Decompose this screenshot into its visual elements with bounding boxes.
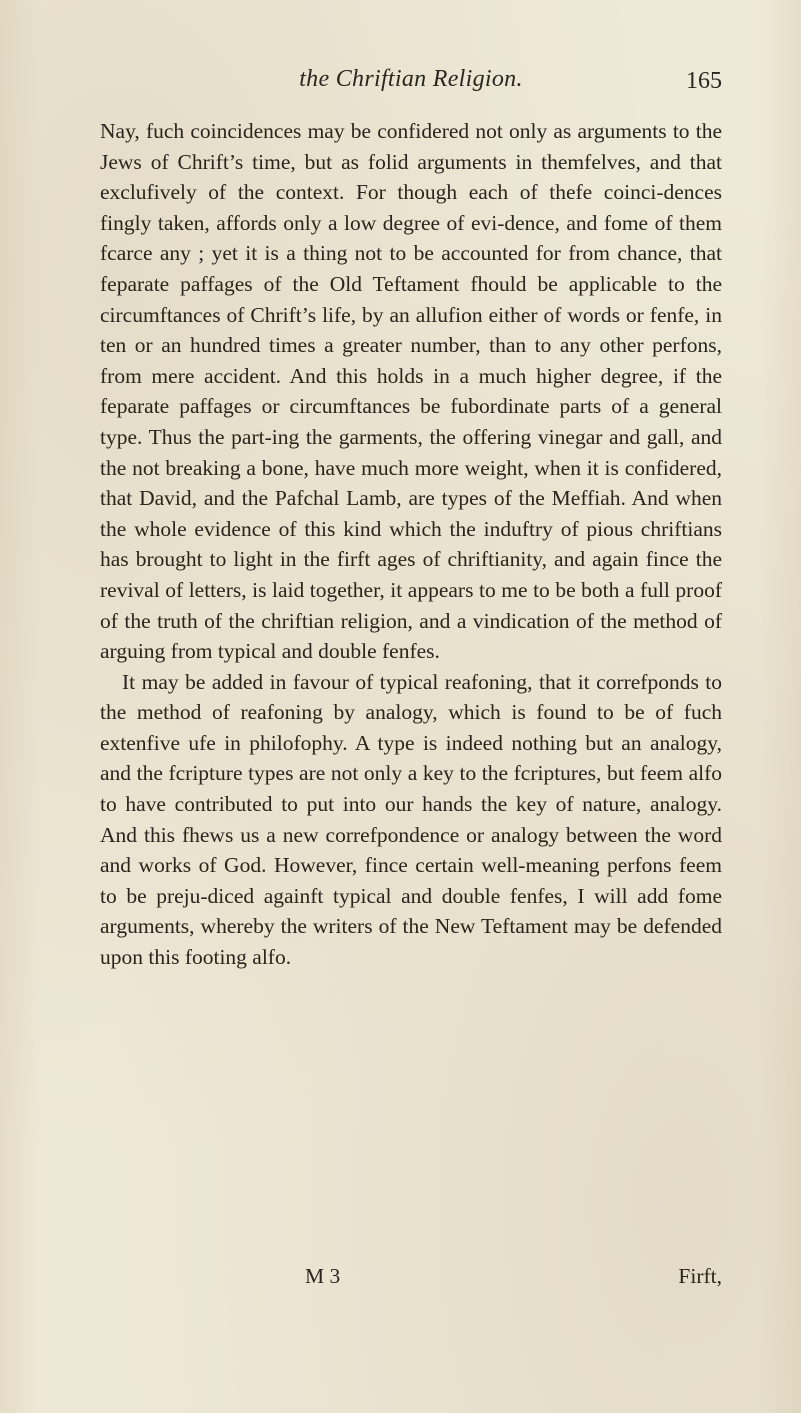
page-footer bbox=[100, 1264, 722, 1298]
running-title: the Chriftian Religion. bbox=[299, 66, 523, 92]
signature-mark: M 3 bbox=[305, 1264, 341, 1288]
body-text bbox=[100, 116, 722, 973]
catchword: Firft, bbox=[678, 1264, 722, 1288]
paragraph-2: It may be added in favour of typical reafoning, that it correfponds to the method of reafoning by analogy, which is found to be of fuch extenfive ufe in philofophy. A type is indeed nothing but an analogy, and the fcripture types are not only a key to the fcriptures, but feem alfo to have contributed to put into our hands the key of nature, analogy. And this fhews us a new correfpondence or analogy between the word and works of God. However, fince certain well-meaning perfons feem to be preju-diced againft typical and double fenfes, I will add fome arguments, whereby the writers of the New Teftament may be defended upon this footing alfo. bbox=[100, 669, 722, 970]
page-number: 165 bbox=[686, 68, 722, 94]
paragraph-1: Nay, fuch coincidences may be confidered not only as arguments to the Jews of Chrift’s time, but as folid arguments in themfelves, and that exclufively of the context. For though each of thefe coinci-dences fingly taken, affords only a low degree of evi-dence, and fome of them fcarce any ; yet it is a thing not to be accounted for from chance, that feparate paffages of the Old Teftament fhould be applicable to the circumftances of Chrift’s life, by an allufion either of words or fenfe, in ten or an hundred times a greater number, than to any other perfons, from mere accident. And this holds in a much higher degree, if the feparate paffages or circumftances be fubordinate parts of a general type. Thus the part-ing the garments, the offering vinegar and gall, and the not breaking a bone, have much more weight, when it is confidered, that David, and the Pafchal Lamb, are types of the Meffiah. And when the whole evidence of this kind which the induftry of pious chriftians has brought to light in the firft ages of chriftianity, and again fince the revival of letters, is laid together, it appears to me to be both a full proof of the truth of the chriftian religion, and a vindication of the method of arguing from typical and double fenfes. bbox=[100, 119, 722, 664]
page-header bbox=[100, 66, 722, 106]
